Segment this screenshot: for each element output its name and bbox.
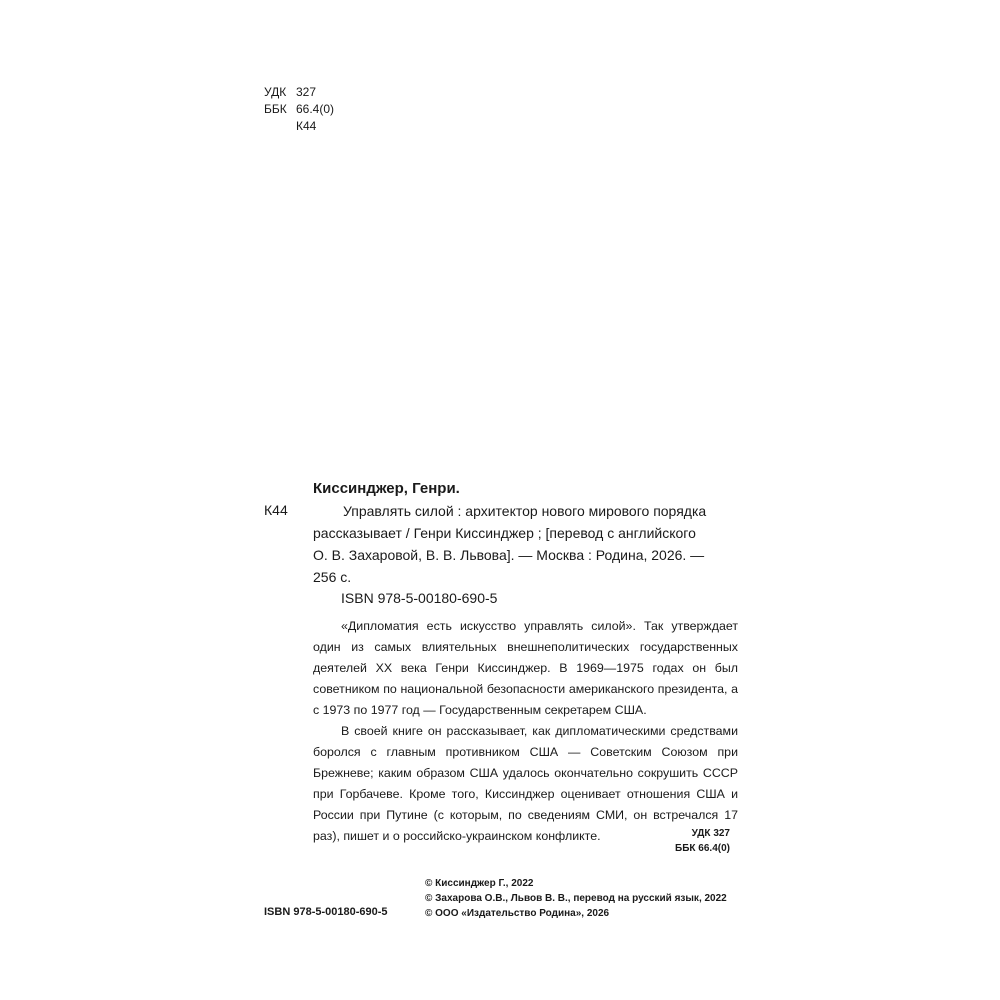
classification-codes [264, 84, 334, 135]
annotation-paragraph-2: В своей книге он рассказывает, как дипломатическими средствами боролся с главным противником США — Советским Союзом при Брежневе; каким образом США удалось окончательно сокрушить СССР при Горбачеве. Кроме того, Киссинджер оценивает отношения США и России при Путине (с которым, по сведениям СМИ, он встречался 17 раз), пишет и о российско-украинском конфликте. [313, 724, 738, 843]
biblio-line: рассказывает / Генри Киссинджер ; [перевод с английского [313, 525, 696, 541]
bbk-row [264, 101, 334, 118]
biblio-line: Управлять силой : архитектор нового мирового порядка [343, 503, 707, 519]
author-mark-top: К44 [296, 119, 317, 133]
isbn-record: ISBN 978-5-00180-690-5 [341, 590, 498, 606]
copyright-line: © Киссинджер Г., 2022 [425, 878, 534, 889]
copyright-line: © Захарова О.В., Львов В. В., перевод на русский язык, 2022 [425, 893, 727, 904]
annotation-paragraph-1: «Дипломатия есть искусство управлять силой». Так утверждает один из самых влиятельных внешнеполитических государственных деятелей XX века Генри Киссинджер. В 1969—1975 годах он был советником по национальной безопасности американского президента, а с 1973 по 1977 год — Государственным секретарем США. [313, 619, 738, 717]
annotation [313, 616, 738, 847]
author-mark-row [264, 118, 334, 135]
footer-isbn: ISBN 978-5-00180-690-5 [264, 906, 388, 918]
biblio-line: 256 с. [313, 569, 352, 585]
bbk-label: ББК [264, 102, 287, 116]
udk-label: УДК [264, 85, 287, 99]
author-heading: Киссинджер, Генри. [313, 480, 460, 497]
udk-value: 327 [296, 85, 317, 99]
copyright-block [425, 876, 727, 921]
footer-bbk: ББК 66.4(0) [675, 843, 730, 854]
bbk-value: 66.4(0) [296, 102, 335, 116]
author-mark: К44 [264, 502, 288, 518]
footer-udk: УДК 327 [691, 828, 730, 839]
biblio-line: О. В. Захаровой, В. В. Львова]. — Москва : Родина, 2026. — [313, 547, 705, 563]
footer-codes [600, 826, 730, 856]
copyright-line: © ООО «Издательство Родина», 2026 [425, 908, 610, 919]
udk-row [264, 84, 334, 101]
bibliographic-description [313, 500, 738, 588]
